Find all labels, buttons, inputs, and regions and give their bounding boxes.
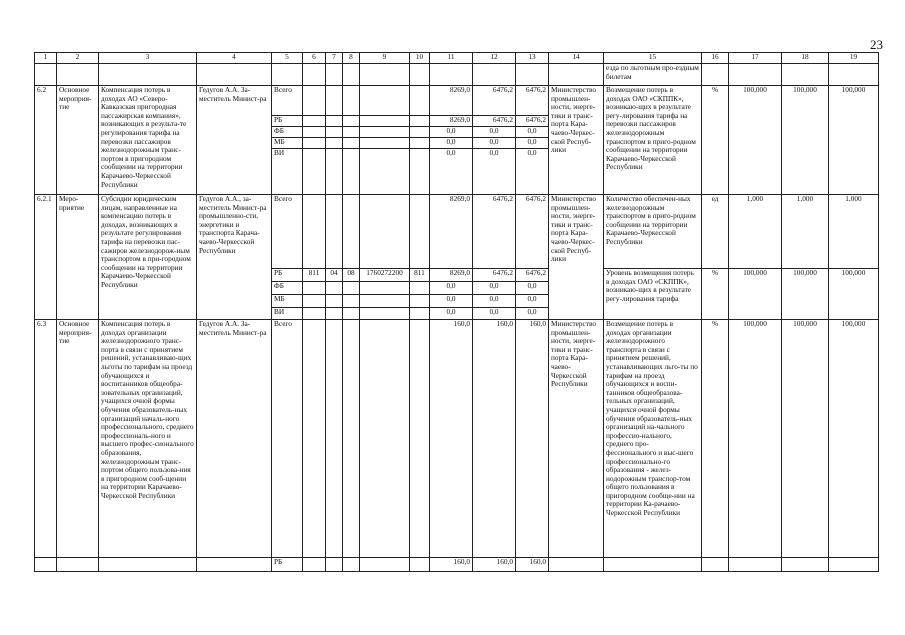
value-cell: 160,0 (473, 320, 516, 558)
col-header: 16 (702, 53, 729, 64)
value-cell: 100,000 (729, 320, 782, 558)
col-header: 4 (197, 53, 272, 64)
col-header: 15 (604, 53, 702, 64)
value-cell: 0,0 (473, 127, 516, 138)
value-cell: 1,000 (829, 195, 879, 269)
item-name: Компенсация потерь в доходах организации железнодорожного транс-порта в связи с принятием решений, устанавливаю-щих льготы по тарифам на проезд обучающихся и воспитанников общеобра-зовательных организаций, учащихся очной формы обучения образователь-ных организаций началь-ного профессионального, среднего профессиональ-ного и высшего профес-сионального образования, железнодорожным транс-портом общего пользова-ния в пригородном сооб-щении на территории Карачаево-Черкесской Республики (99, 320, 197, 558)
continuation-row (35, 64, 879, 86)
col-header: 8 (343, 53, 360, 64)
value-cell: 6476,2 (473, 116, 516, 127)
unit-cell: % (702, 320, 729, 558)
funding-source: РБ (272, 558, 303, 572)
indicator-cell: езда по льготным про-ездным билетам (604, 64, 702, 86)
kbk-cell: 04 (326, 269, 343, 282)
value-cell: 6476,2 (516, 269, 549, 282)
col-header: 1 (35, 53, 57, 64)
item-name: Компенсация потерь в доходах АО «Северо-Кавказская пригородная пассажирская компания», возникающих в результа-те регулирования тарифа на перевозки пассажиров железнодорожным транс-портом в пригородном сообщении на территории Карачаево-Черкесской Республики (99, 86, 197, 195)
value-cell: 0,0 (473, 282, 516, 295)
kbk-cell: 811 (410, 269, 430, 282)
unit-cell: % (702, 86, 729, 195)
table-row (35, 86, 879, 116)
value-cell: 160,0 (516, 320, 549, 558)
indicator-cell: Количество обеспечен-ных железнодорожным транспортом в приго-родном сообщении на территории Карачаево-Черкесской Республики (604, 195, 702, 269)
value-cell: 160,0 (516, 558, 549, 572)
kbk-cell: 08 (343, 269, 360, 282)
program-table (34, 52, 879, 572)
col-header: 17 (729, 53, 782, 64)
value-cell: 1,000 (729, 195, 782, 269)
funding-source: ФБ (272, 127, 303, 138)
header-row (35, 53, 879, 64)
item-number: 6.2 (35, 86, 57, 195)
funding-source: МБ (272, 138, 303, 149)
responsible: Гедугов А.А. За-меститель Минист-ра (197, 320, 272, 558)
value-cell: 100,000 (782, 269, 829, 320)
funding-source: Всего (272, 320, 303, 558)
value-cell: 0,0 (516, 282, 549, 295)
col-header: 13 (516, 53, 549, 64)
value-cell: 0,0 (516, 127, 549, 138)
col-header: 6 (303, 53, 326, 64)
col-header: 18 (782, 53, 829, 64)
value-cell: 6476,2 (516, 195, 549, 269)
value-cell: 100,000 (829, 320, 879, 558)
col-header: 12 (473, 53, 516, 64)
value-cell: 6476,2 (473, 269, 516, 282)
value-cell: 0,0 (473, 138, 516, 149)
funding-source: ФБ (272, 282, 303, 295)
value-cell: 100,000 (782, 86, 829, 195)
value-cell: 0,0 (430, 138, 473, 149)
value-cell: 6476,2 (473, 195, 516, 269)
value-cell: 100,000 (782, 320, 829, 558)
value-cell: 8269,0 (430, 86, 473, 116)
col-header: 5 (272, 53, 303, 64)
col-header: 10 (410, 53, 430, 64)
value-cell: 0,0 (430, 308, 473, 320)
col-header: 11 (430, 53, 473, 64)
value-cell: 0,0 (430, 127, 473, 138)
item-number: 6.2.1 (35, 195, 57, 320)
unit-cell: ед (702, 195, 729, 269)
value-cell: 0,0 (430, 295, 473, 308)
item-name: Субсидии юридическим лицам, направленные на компенсацию потерь в доходах, возникающих в результате регулирования тарифа на перевозки пас-сажиров железнодорож-ным транспортом в при-городном сообщении на территории Карачаево-Черкесской Республики (99, 195, 197, 320)
value-cell: 6476,2 (473, 86, 516, 116)
funding-source: РБ (272, 116, 303, 127)
funding-source: РБ (272, 269, 303, 282)
col-header: 2 (57, 53, 99, 64)
item-number: 6.3 (35, 320, 57, 558)
indicator-cell: Возмещение потерь в доходах организации железнодорожного транспорта в связи с принятием решений, устанавливающих льго-ты по тарифам на проезд обучающихся и воспи-танников общеобразова-тельных организаций, учащихся очной формы обучения образователь-ных организаций на-чального профессио-нального, среднего про-фессионального и выс-шего профессионально-го образования - желез-нодорожным транспор-том общего пользования в пригородном сообще-нии на территории Ка-рачаево-Черкесской Республики (604, 320, 702, 558)
executor: Министерство промышлен-ности, энерге-тики и транс-порта Кара-чаево-Черкес-ской Респуб-лики (549, 195, 604, 320)
value-cell: 0,0 (473, 295, 516, 308)
value-cell: 6476,2 (516, 116, 549, 127)
funding-source: Всего (272, 86, 303, 116)
value-cell: 8269,0 (430, 195, 473, 269)
value-cell: 0,0 (516, 295, 549, 308)
responsible: Гедугов А.А. За-меститель Минист-ра (197, 86, 272, 195)
value-cell: 160,0 (430, 558, 473, 572)
unit-cell: % (702, 269, 729, 320)
item-type: Основное мероприя-тие (57, 320, 99, 558)
kbk-cell: 811 (303, 269, 326, 282)
value-cell: 100,000 (829, 86, 879, 195)
col-header: 3 (99, 53, 197, 64)
table-row (35, 558, 879, 572)
page-number: 23 (870, 37, 883, 52)
value-cell: 0,0 (516, 149, 549, 195)
value-cell: 0,0 (516, 138, 549, 149)
funding-source: МБ (272, 295, 303, 308)
kbk-cell: 1760272200 (360, 269, 410, 282)
value-cell: 160,0 (473, 558, 516, 572)
value-cell: 6476,2 (516, 86, 549, 116)
col-header: 7 (326, 53, 343, 64)
col-header: 19 (829, 53, 879, 64)
value-cell: 100,000 (729, 269, 782, 320)
indicator-cell: Возмещение потерь в доходах ОАО «СКППК», возникаю-щих в результате регу-лирования тарифа на перевозки пассажиров железнодорожным транспортом в приго-родном сообщении на территории Карачаево-Черкесской Республики (604, 86, 702, 195)
executor: Министерство промышлен-ности, энерге-тики и транс-порта Кара-чаево-Черкесской Республики (549, 320, 604, 558)
value-cell: 100,000 (829, 269, 879, 320)
executor: Министерство промышлен-ности, энерге-тики и транс-порта Кара-чаево-Черкес-ской Респуб-лики (549, 86, 604, 195)
funding-source: Всего (272, 195, 303, 269)
item-type: Меро-приятие (57, 195, 99, 320)
funding-source: ВИ (272, 149, 303, 195)
table-row (35, 320, 879, 558)
value-cell: 0,0 (473, 149, 516, 195)
funding-source: ВИ (272, 308, 303, 320)
value-cell: 0,0 (473, 308, 516, 320)
value-cell: 100,000 (729, 86, 782, 195)
col-header: 9 (360, 53, 410, 64)
col-header: 14 (549, 53, 604, 64)
value-cell: 160,0 (430, 320, 473, 558)
value-cell: 0,0 (516, 308, 549, 320)
value-cell: 0,0 (430, 149, 473, 195)
indicator-cell: Уровень возмещения потерь в доходах ОАО «СКППК», возникаю-щих в результате регу-лирования тарифа (604, 269, 702, 320)
table-row (35, 195, 879, 269)
value-cell: 1,000 (782, 195, 829, 269)
value-cell: 8269,0 (430, 116, 473, 127)
item-type: Основное мероприя-тие (57, 86, 99, 195)
value-cell: 0,0 (430, 282, 473, 295)
responsible: Гедугов А.А., за-меститель Минист-ра промышленно-сти, энергетики и транспорта Карача-чаево-Черкесской Республики (197, 195, 272, 320)
value-cell: 8269,0 (430, 269, 473, 282)
